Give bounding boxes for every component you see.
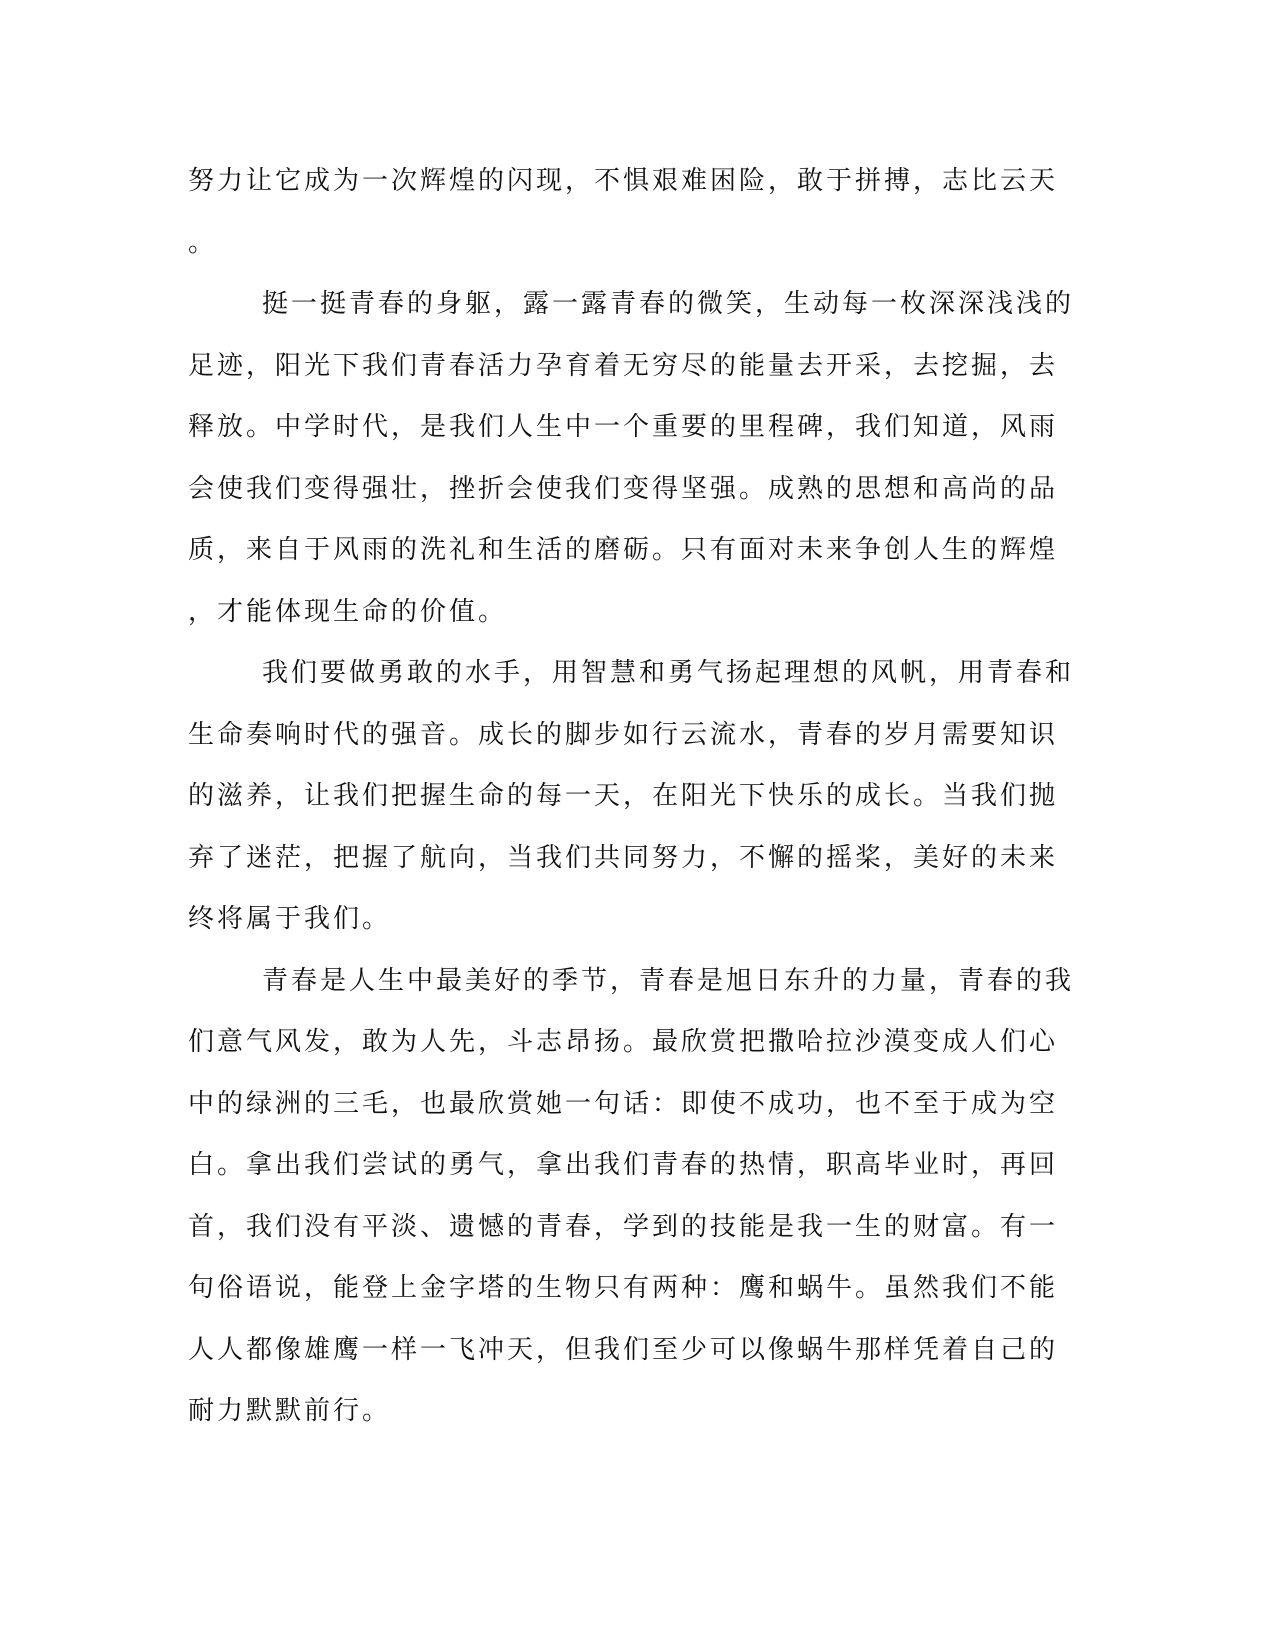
text-line: 。 bbox=[188, 227, 218, 258]
text-line: 努力让它成为一次辉煌的闪现，不惧艰难困险，敢于拼搏，志比云天 bbox=[188, 166, 1059, 196]
paragraph-2 bbox=[188, 282, 1075, 651]
text-line: 生命奏响时代的强音。成长的脚步如行云流水，青春的岁月需要知识 bbox=[188, 719, 1059, 750]
text-line: 释放。中学时代，是我们人生中一个重要的里程碑，我们知道，风雨 bbox=[188, 412, 1059, 442]
text-line: 会使我们变得强壮，挫折会使我们变得坚强。成熟的思想和高尚的品 bbox=[188, 473, 1059, 504]
text-line: 青春是人生中最美好的季节，青春是旭日东升的力量，青春的我 bbox=[262, 965, 1075, 996]
paragraph-4 bbox=[188, 959, 1075, 1451]
paragraph-1 bbox=[188, 159, 1068, 282]
body-text bbox=[188, 159, 1075, 1451]
text-line: 中的绿洲的三毛，也最欣赏她一句话：即使不成功，也不至于成为空 bbox=[188, 1088, 1059, 1119]
text-line: ，才能体现生命的价值。 bbox=[188, 596, 508, 627]
paragraph-3 bbox=[188, 651, 1075, 959]
text-line: 耐力默默前行。 bbox=[188, 1396, 392, 1426]
text-line: 弃了迷茫，把握了航向，当我们共同努力，不懈的摇桨，美好的未来 bbox=[188, 842, 1059, 873]
text-line: 的滋养，让我们把握生命的每一天，在阳光下快乐的成长。当我们抛 bbox=[188, 781, 1059, 811]
text-line: 白。拿出我们尝试的勇气，拿出我们青春的热情，职高毕业时，再回 bbox=[188, 1150, 1059, 1180]
text-line: 首，我们没有平淡、遗憾的青春，学到的技能是我一生的财富。有一 bbox=[188, 1211, 1059, 1242]
text-line: 人人都像雄鹰一样一飞冲天，但我们至少可以像蜗牛那样凭着自己的 bbox=[188, 1334, 1059, 1365]
text-line: 挺一挺青春的身躯，露一露青春的微笑，生动每一枚深深浅浅的 bbox=[262, 289, 1075, 319]
text-line: 我们要做勇敢的水手，用智慧和勇气扬起理想的风帆，用青春和 bbox=[262, 658, 1075, 688]
text-line: 们意气风发，敢为人先，斗志昂扬。最欣赏把撒哈拉沙漠变成人们心 bbox=[188, 1027, 1059, 1057]
text-line: 句俗语说，能登上金字塔的生物只有两种：鹰和蜗牛。虽然我们不能 bbox=[188, 1273, 1059, 1303]
text-line: 终将属于我们。 bbox=[188, 904, 392, 934]
text-line: 质，来自于风雨的洗礼和生活的磨砺。只有面对未来争创人生的辉煌 bbox=[188, 535, 1059, 565]
text-line: 足迹，阳光下我们青春活力孕育着无穷尽的能量去开采，去挖掘，去 bbox=[188, 350, 1059, 381]
